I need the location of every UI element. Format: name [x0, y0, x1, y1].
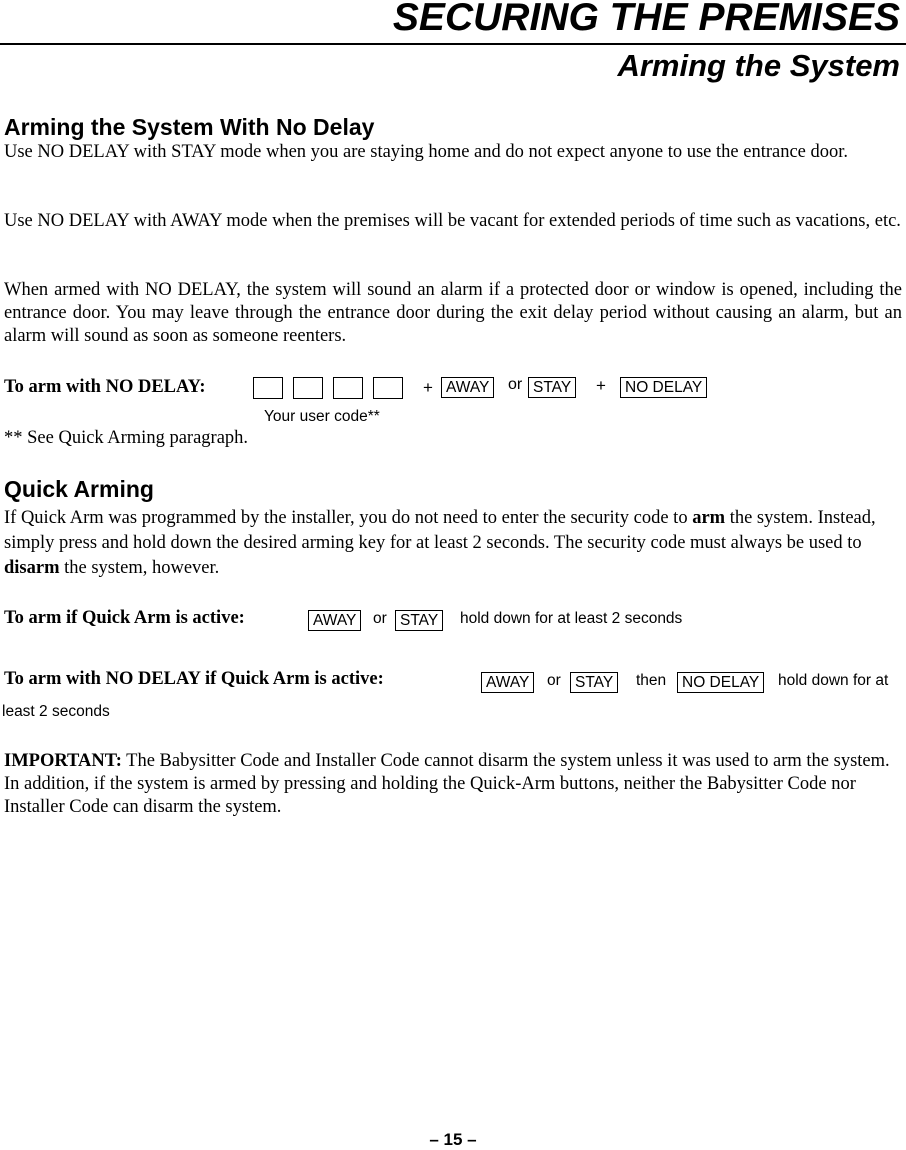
or-text: or — [547, 672, 561, 689]
plus-sign: + — [596, 376, 606, 395]
footnote: ** See Quick Arming paragraph. — [4, 428, 249, 448]
away-key: AWAY — [481, 672, 534, 693]
or-text: or — [373, 610, 387, 627]
no-delay-key: NO DELAY — [620, 377, 707, 398]
page-title: SECURING THE PREMISES — [392, 0, 900, 39]
plus-sign: + — [423, 378, 433, 397]
away-key: AWAY — [441, 377, 494, 398]
or-text: or — [508, 376, 523, 393]
title-divider — [0, 43, 906, 45]
page-number: – 15 – — [429, 1130, 477, 1149]
stay-key: STAY — [528, 377, 576, 398]
page-subtitle: Arming the System — [617, 48, 900, 83]
paragraph-quick-arming: If Quick Arm was programmed by the installer, you do not need to enter the security code to arm the system. Instead, simply press and hold down the desired arming key for at least 2 seconds. The security code must always be used to disarm the system, however. — [4, 508, 876, 578]
instruction-label-quick-no-delay: To arm with NO DELAY if Quick Arm is active: — [4, 669, 384, 689]
important-note: IMPORTANT: The Babysitter Code and Installer Code cannot disarm the system unless it was used to arm the system. In addition, if the system is armed by pressing and holding the Quick-Arm buttons, neither the Babysitter Code nor Installer Code can disarm the system. — [4, 751, 890, 817]
paragraph-no-delay-behavior: When armed with NO DELAY, the system will sound an alarm if a protected door or window is opened, including the entrance door. You may leave through the entrance door during the exit delay period without causing an alarm, but an alarm will sound as soon as someone reenters. — [4, 280, 902, 346]
away-key: AWAY — [308, 610, 361, 631]
no-delay-key: NO DELAY — [677, 672, 764, 693]
hold-instruction-continued: least 2 seconds — [2, 703, 110, 720]
stay-key: STAY — [395, 610, 443, 631]
hold-instruction: hold down for at — [778, 672, 889, 689]
code-digit-box-2 — [293, 377, 323, 399]
instruction-label-quick-arm: To arm if Quick Arm is active: — [4, 608, 245, 628]
section-heading-quick-arming: Quick Arming — [4, 476, 154, 502]
then-text: then — [636, 672, 667, 689]
user-code-caption: Your user code** — [264, 408, 380, 425]
section-heading-no-delay: Arming the System With No Delay — [4, 114, 375, 140]
code-digit-box-3 — [333, 377, 363, 399]
instruction-label-no-delay: To arm with NO DELAY: — [4, 377, 206, 397]
code-digit-box-1 — [253, 377, 283, 399]
hold-instruction: hold down for at least 2 seconds — [460, 610, 683, 627]
code-digit-box-4 — [373, 377, 403, 399]
paragraph-stay-mode: Use NO DELAY with STAY mode when you are staying home and do not expect anyone to use the entrance door. — [4, 142, 849, 162]
stay-key: STAY — [570, 672, 618, 693]
paragraph-away-mode: Use NO DELAY with AWAY mode when the premises will be vacant for extended periods of time such as vacations, etc. — [4, 211, 901, 231]
